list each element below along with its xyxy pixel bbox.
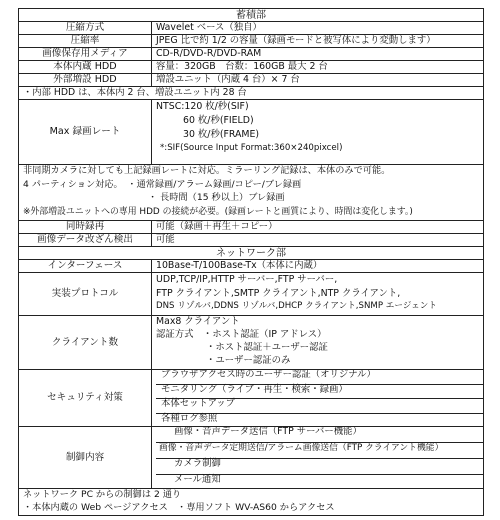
interface-row <box>18 259 484 273</box>
clients-label: クライアント数 <box>19 316 152 369</box>
rate-field: 60 枚/秒(FIELD) <box>183 115 254 126</box>
rate-footnote: *:SIF(Source Input Format:360×240pixcel) <box>160 143 343 153</box>
protocol-line-2: FTP クライアント,SMTP クライアント,NTP クライアント, <box>156 287 401 299</box>
ext-hdd-row <box>18 73 484 87</box>
media-row <box>18 47 484 61</box>
hdd-row <box>18 60 484 74</box>
protocol-row <box>18 272 484 316</box>
ext-hdd-label: 外部増設 HDD <box>19 74 152 86</box>
hdd-value: 容量：320GB 台数：160GB 最大 2 台 <box>156 60 328 72</box>
ratio-label: 圧縮率 <box>19 35 152 47</box>
simul-value: 可能（録画＋再生＋コピー） <box>156 220 278 232</box>
control-item-camera: カメラ制御 <box>156 459 483 475</box>
security-item-monitoring: モニタリング（ライブ・再生・検索・録画） <box>156 385 483 400</box>
note-long-term: ・ 長時間（15 秒以上）ブレ録画 <box>148 192 285 203</box>
ratio-row <box>18 34 484 48</box>
tamper-label: 画像データ改ざん検出 <box>19 234 152 246</box>
max-rate-row <box>18 99 484 165</box>
footer-access-options: ・本体内蔵の Web ページアクセス ・専用ソフト WV-AS60 からアクセス <box>23 502 335 513</box>
ext-hdd-value: 増設ユニット（内蔵 4 台）× 7 台 <box>156 73 300 85</box>
hdd-note: ・内部 HDD は、本体内 2 台、増設ユニット内 28 台 <box>18 86 484 100</box>
control-item-ftp-client: 画像・音声データ定期送信/アラーム画像送信（FTP クライアント機能） <box>156 443 483 459</box>
protocol-line-3: DNS リゾルバ,DDNS リゾルバ,DHCP クライアント,SNMP エージェント <box>156 301 437 312</box>
note-async: 非同期カメラに対しても上記録画レートに対応。ミラーリング記録は、本体のみで可能。 <box>23 165 391 176</box>
clients-row <box>18 315 484 370</box>
tamper-value: 可能 <box>156 233 175 245</box>
compression-value: Wavelet ベース（独自） <box>156 21 262 33</box>
interface-label: インターフェース <box>19 260 152 272</box>
auth-host-user: ・ホスト認証＋ユーザー認証 <box>206 342 328 353</box>
note-partition: 4 パーティション対応。 ・通常録画/アラーム録画/コピー/ブレ録画 <box>23 178 302 190</box>
clients-values <box>156 316 479 369</box>
rate-frame: 30 枚/秒(FRAME) <box>183 129 260 140</box>
note-external: ※外部増設ユニットへの専用 HDD の接続が必要。(録画レートと画質により、時間は変化します。) <box>23 206 413 217</box>
compression-label: 圧縮方式 <box>19 22 152 34</box>
rate-sif: NTSC:120 枚/秒(SIF) <box>156 101 249 112</box>
media-label: 画像保存用メディア <box>19 48 152 60</box>
control-item-mail: メール通知 <box>174 474 221 485</box>
ratio-value: JPEG 比で約 1/2 の容量（録画モードと被写体により変動します） <box>156 34 436 46</box>
clients-max: Max8 クライアント <box>156 316 240 327</box>
tamper-row <box>18 233 484 247</box>
security-item-setup: 本体セットアップ <box>156 399 483 414</box>
media-value: CD-R/DVD-R/DVD-RAM <box>156 47 262 59</box>
control-item-ftp-server: 画像・音声データ送信（FTP サーバー機能） <box>156 427 483 443</box>
hdd-label: 本体内蔵 HDD <box>19 61 152 73</box>
control-row <box>18 426 484 489</box>
footer-control-methods: ネットワーク PC からの制御は 2 通り <box>23 489 182 500</box>
network-section-title: ネットワーク部 <box>18 246 484 260</box>
auth-user-only: ・ユーザー認証のみ <box>206 355 291 366</box>
max-rate-label: Max 録画レート <box>19 100 152 164</box>
control-label: 制御内容 <box>19 427 152 488</box>
compression-row <box>18 21 484 35</box>
protocol-label: 実装プロトコル <box>19 273 152 315</box>
control-items <box>156 427 483 488</box>
network-footer <box>18 488 484 516</box>
auth-host: 認証方式 ・ホスト認証（IP アドレス） <box>156 329 327 340</box>
storage-notes <box>18 164 484 221</box>
security-row <box>18 369 484 427</box>
security-item-logs: 各種ログ参照 <box>161 412 218 424</box>
interface-value: 10Base-T/100Base-Tx（本体に内蔵） <box>156 259 323 271</box>
protocol-line-1: UDP,TCP/IP,HTTP サーバー,FTP サーバー, <box>156 274 338 285</box>
security-items <box>156 370 483 426</box>
storage-section-title: 蓄積部 <box>18 8 484 22</box>
security-label: セキュリティ対策 <box>19 370 152 426</box>
protocol-values <box>156 273 479 315</box>
simul-label: 同時録再 <box>19 221 152 233</box>
simul-row <box>18 220 484 234</box>
security-item-browser-auth: ブラウザアクセス時のユーザー認証（オリジナル） <box>156 370 483 385</box>
max-rate-values <box>156 100 479 164</box>
